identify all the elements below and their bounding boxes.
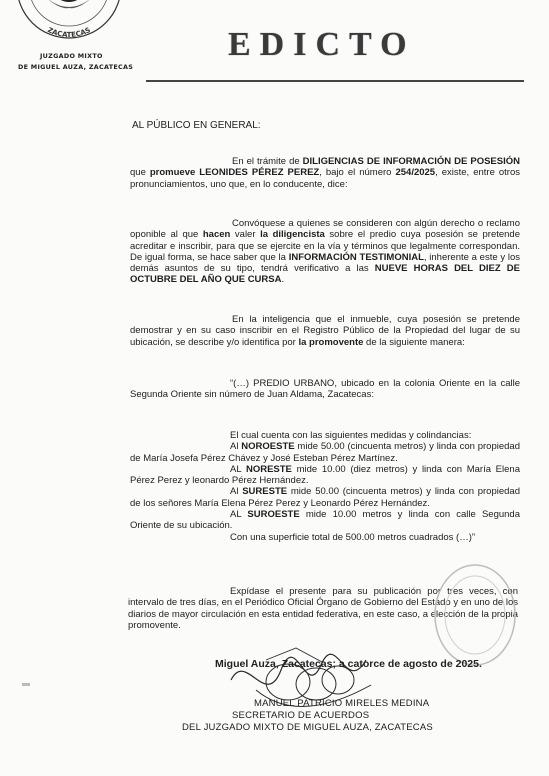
paragraph-property-intro: En la inteligencia que el inmueble, cuya posesión se pretende demostrar y en su caso inscribir en el Registro Público de la Propiedad del lugar de su ubicación, se describe y/o identifica por la promovente de la siguiente manera: [130, 314, 520, 348]
document-title: EDICTO [228, 26, 416, 63]
signer-name: MANUEL PATRICIO MIRELES MEDINA [254, 698, 430, 709]
paragraph-boundaries: El cual cuenta con las siguientes medidas y colindancias: Al NOROESTE mide 50.00 (cincuenta metros) y linda con propiedad de María Josefa Pérez Chávez y José Esteban Pérez Martínez. AL NORESTE mide 10.00 (diez metros) y linda con María Elena Pérez Perez y leonardo Pérez Hernández. Al SURESTE mide 50.00 (cincuenta metros) y linda con propiedad de los señores María Elena Pérez Perez y Leonardo Pérez Hernández. AL SUROESTE mide 10.00 metros y linda con calle Segunda Oriente de su ubicación. Con una superficie total de 500.00 metros cuadrados (…)” [130, 430, 520, 543]
place-and-date: Miguel Auza, Zacatecas; a catorce de agosto de 2025. [215, 658, 482, 670]
signer-role: SECRETARIO DE ACUERDOS [232, 710, 370, 721]
court-stamp [430, 560, 520, 670]
paragraph-publication-order: Expídase el presente para su publicación por tres veces, con intervalo de tres días, en el Periódico Oficial Órgano de Gobierno del Estado y en uno de los diarios de mayor circulación en esta entidad federativa, en este caso, a elección de la propia promovente. [128, 586, 518, 631]
court-name-line-2: DE MIGUEL AUZA, ZACATECAS [18, 63, 134, 71]
seal-text: ZACATECAS [46, 25, 92, 40]
margin-mark [22, 683, 30, 686]
svg-text:ZACATECAS [46, 26, 92, 39]
paragraph-property-description: “(…) PREDIO URBANO, ubicado en la colonia Oriente en la calle Segunda Oriente sin número de Juan Aldama, Zacatecas: [130, 378, 520, 401]
title-divider [146, 80, 524, 82]
coat-of-arms-seal [10, 0, 128, 44]
signer-court: DEL JUZGADO MIXTO DE MIGUEL AUZA, ZACATECAS [182, 722, 433, 733]
paragraph-proceeding: En el trámite de DILIGENCIAS DE INFORMACIÓN DE POSESIÓN que promueve LEONIDES PÉREZ PEREZ, bajo el número 254/2025, existe, entre otros pronunciamientos, uno que, en lo conducente, dice: [130, 156, 520, 190]
salutation: AL PÚBLICO EN GENERAL: [132, 120, 261, 131]
paragraph-summons: Convóquese a quienes se consideren con algún derecho o reclamo oponible al que hacen valer la diligencista sobre el predio cuya posesión se pretende acreditar e inscribir, para que se ejercite en la vía y términos que legalmente correspondan. De igual forma, se hace saber que la INFORMACIÓN TESTIMONIAL, inherente a este y los demás asuntos de su tipo, tendrá verificativo a las NUEVE HORAS DEL DIEZ DE OCTUBRE DEL AÑO QUE CURSA. [130, 218, 521, 286]
court-name-line-1: JUZGADO MIXTO [40, 52, 103, 60]
